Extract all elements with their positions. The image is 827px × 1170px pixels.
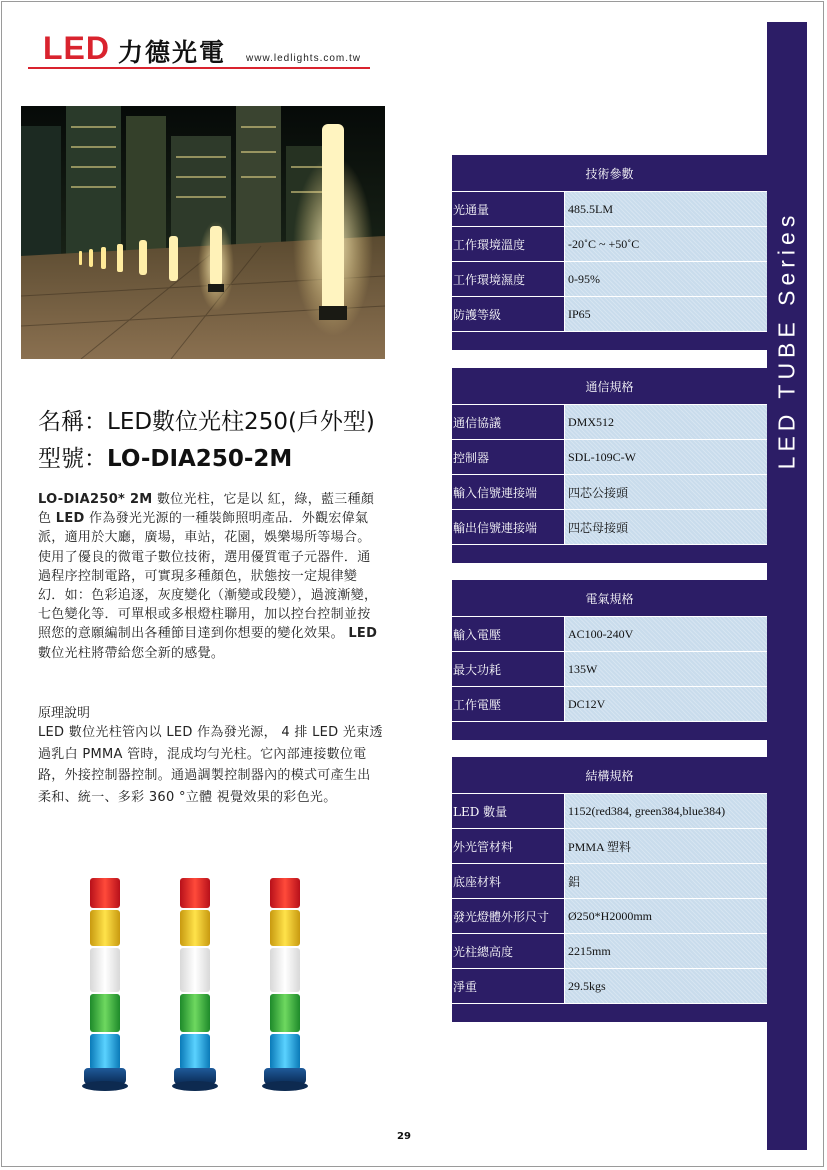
row-value: DMX512 (565, 405, 767, 439)
table-row (452, 510, 767, 544)
row-value: IP65 (565, 297, 767, 331)
table-footer-bar (452, 722, 767, 740)
header-rule (28, 67, 370, 69)
intro-paragraph (38, 490, 383, 663)
product-name: 名稱：LED數位光柱250(戶外型) (38, 409, 375, 435)
row-key: 工作環境濕度 (452, 262, 564, 296)
row-key: 外光管材料 (452, 829, 564, 863)
row-value: PMMA 塑料 (565, 829, 767, 863)
row-value: 四芯公接頭 (565, 475, 767, 509)
lamp-illustration (80, 878, 320, 1098)
logo-led-text: LED (43, 30, 110, 66)
intro-text-1: 數位光柱，它是以 紅，綠，藍三種顏色 (38, 492, 375, 527)
table-title: 技術參數 (452, 155, 767, 191)
table-title: 通信規格 (452, 368, 767, 404)
table-footer-bar (452, 1004, 767, 1022)
page-number: 29 (397, 1131, 411, 1142)
spec-table-electrical (452, 580, 767, 740)
row-key: 輸入信號連接端 (452, 475, 564, 509)
row-key: 工作電壓 (452, 687, 564, 721)
row-key: 防護等級 (452, 297, 564, 331)
row-key: 光通量 (452, 192, 564, 226)
row-value: 四芯母接頭 (565, 510, 767, 544)
row-value: DC12V (565, 687, 767, 721)
table-row (452, 899, 767, 933)
model-label: 型號： (38, 446, 107, 472)
table-row (452, 794, 767, 828)
side-bar (767, 22, 807, 1150)
spec-table-technical (452, 155, 767, 350)
table-row (452, 440, 767, 474)
row-key: 底座材料 (452, 864, 564, 898)
table-row (452, 652, 767, 686)
table-row (452, 934, 767, 968)
table-row (452, 687, 767, 721)
principle-paragraph: LED 數位光柱管內以 LED 作為發光源， 4 排 LED 光束透過乳白 PMMA 管時，混成均勻光柱。它內部連接數位電路，外接控制器控制。通過調製控制器內的模式可產生出柔和、統一、多彩 360 °立體 視覺效果的彩色光。 (38, 725, 383, 805)
table-title: 電氣規格 (452, 580, 767, 616)
row-value: 2215mm (565, 934, 767, 968)
row-key: LED 數量 (452, 794, 564, 828)
lamp-column (88, 878, 122, 1093)
table-row (452, 969, 767, 1003)
row-key: 輸入電壓 (452, 617, 564, 651)
lamp-column (178, 878, 212, 1093)
lamp-column (268, 878, 302, 1093)
table-row (452, 297, 767, 331)
table-footer-bar (452, 545, 767, 563)
product-model (38, 440, 292, 473)
row-value: 0-95% (565, 262, 767, 296)
row-value: AC100-240V (565, 617, 767, 651)
row-key: 通信協議 (452, 405, 564, 439)
table-row (452, 617, 767, 651)
table-row (452, 227, 767, 261)
row-value: Ø250*H2000mm (565, 899, 767, 933)
table-row (452, 864, 767, 898)
row-key: 控制器 (452, 440, 564, 474)
table-row (452, 405, 767, 439)
table-row (452, 475, 767, 509)
logo-company-name: 力德光電 (118, 38, 227, 67)
row-value: 鋁 (565, 864, 767, 898)
product-photo (21, 106, 385, 359)
spec-table-communication (452, 368, 767, 563)
table-row (452, 829, 767, 863)
row-key: 淨重 (452, 969, 564, 1003)
row-value: -20˚C ~ +50˚C (565, 227, 767, 261)
principle-heading: 原理說明 (38, 706, 91, 721)
intro-tail: 數位光柱將帶給您全新的感覺。 (38, 645, 225, 661)
row-key: 輸出信號連接端 (452, 510, 564, 544)
row-value: 29.5kgs (565, 969, 767, 1003)
row-value: 1152(red384, green384,blue384) (565, 794, 767, 828)
website-url: www.ledlights.com.tw (246, 53, 362, 64)
row-key: 工作環境溫度 (452, 227, 564, 261)
table-title: 結構規格 (452, 757, 767, 793)
intro-led: LED (55, 511, 85, 527)
table-row (452, 262, 767, 296)
table-footer-bar (452, 332, 767, 350)
intro-text-2: 作為發光光源的一種裝飾照明產品．外觀宏偉氣派，適用於大廳，廣場，車站，花園，娛樂場所等場合。使用了優良的微電子數位技術，選用優質電子元器件．通過程序控制電路，可實現多種顏色，狀態按一定規律變幻．如：色彩追逐，灰度變化（漸變或段變），過渡漸變，七色變化等．可單根或多根燈柱聯用，加以控台控制並按照您的意願編制出各種節目達到你想要的變化效果。 (38, 511, 378, 642)
spec-table-structure (452, 757, 767, 1022)
row-key: 最大功耗 (452, 652, 564, 686)
row-key: 光柱總高度 (452, 934, 564, 968)
row-value: SDL-109C-W (565, 440, 767, 474)
intro-tail-led: LED (348, 626, 378, 642)
table-row (452, 192, 767, 226)
intro-lead: LO-DIA250* 2M (38, 492, 153, 507)
model-value: LO-DIA250-2M (107, 446, 293, 472)
row-value: 485.5LM (565, 192, 767, 226)
row-value: 135W (565, 652, 767, 686)
row-key: 發光燈體外形尺寸 (452, 899, 564, 933)
